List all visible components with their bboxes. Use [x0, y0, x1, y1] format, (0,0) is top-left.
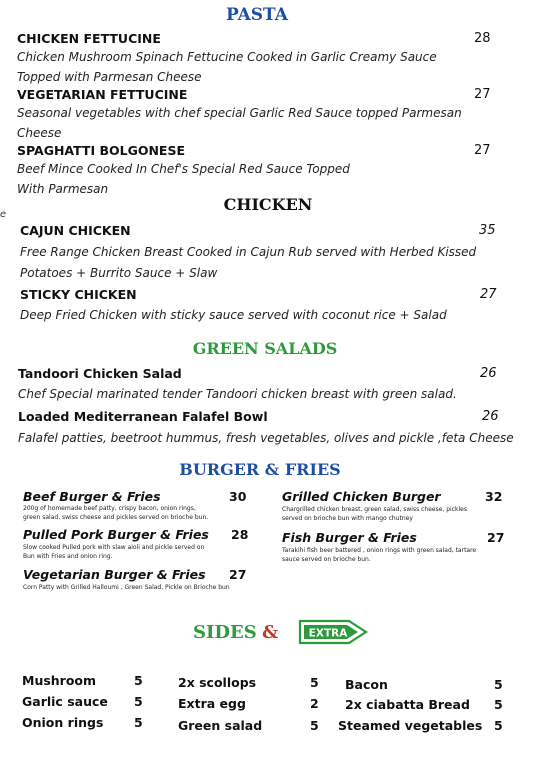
description-line: With Parmesan — [17, 181, 109, 196]
sides-heading: SIDES — [193, 622, 257, 643]
burger-name: Grilled Chicken Burger — [282, 489, 441, 504]
burger-price: 32 — [485, 489, 503, 504]
green-salads-heading: GREEN SALADS — [192, 339, 338, 358]
description-line: 200g of homemade beef patty, crispy bacon, onion rings, — [23, 505, 196, 512]
side-item-price: 5 — [134, 694, 143, 709]
menu-item-name: CHICKEN FETTUCINE — [17, 31, 161, 46]
extra-badge — [297, 617, 369, 647]
description-line: Bun with Fries and onion ring. — [23, 552, 113, 560]
side-item-name: Green salad — [178, 718, 263, 733]
menu-item-description — [20, 306, 447, 326]
menu-item-price: 27 — [480, 287, 497, 302]
burger-price: 30 — [229, 489, 247, 504]
chicken-heading: CHICKEN — [223, 195, 313, 214]
side-item-name: Steamed vegetables — [338, 718, 483, 733]
menu-item-name: Loaded Mediterranean Falafel Bowl — [18, 409, 268, 424]
menu-item-price: 35 — [479, 223, 496, 238]
side-item-name: Bacon — [345, 677, 388, 692]
side-item-price: 5 — [494, 697, 503, 712]
menu-item-price: 27 — [474, 143, 491, 158]
side-item-price: 5 — [134, 715, 143, 730]
menu-item-description — [18, 429, 514, 449]
menu-item-price: 28 — [474, 31, 491, 46]
side-item-price: 5 — [494, 718, 503, 733]
menu-item-description — [17, 48, 437, 87]
side-item-price: 5 — [134, 673, 143, 688]
description-line: Chicken Mushroom Spinach Fettucine Cooked in Garlic Creamy Sauce — [17, 50, 437, 64]
side-item-price: 5 — [494, 677, 503, 692]
description-line: Corn Patty with Grilled Halloumi , Green Salad, Pickle on Brioche bun — [23, 584, 230, 591]
description-line: Falafel patties, beetroot hummus, fresh vegetables, olives and pickle ,feta Cheese — [18, 431, 514, 445]
burger-description — [23, 544, 204, 561]
burger-description — [282, 506, 467, 523]
side-item-name: Extra egg — [178, 696, 246, 711]
description-line: Free Range Chicken Breast Cooked in Cajun Rub served with Herbed Kissed — [20, 245, 477, 259]
side-item-name: 2x scollops — [178, 675, 257, 690]
description-line: Slow cooked Pulled pork with slaw aioli and pickle served on — [23, 544, 205, 551]
menu-item-name: STICKY CHICKEN — [20, 287, 137, 302]
description-line: Topped with Parmesan Cheese — [17, 69, 202, 84]
burger-fries-heading: BURGER & FRIES — [179, 460, 341, 479]
burger-name: Pulled Pork Burger & Fries — [23, 527, 209, 542]
burger-description — [23, 584, 230, 593]
description-line: Beef Mince Cooked In Chef's Special Red Sauce Topped — [17, 162, 350, 176]
side-item-name: Onion rings — [22, 715, 104, 730]
extra-badge-label: EXTRA — [308, 627, 348, 640]
burger-name: Vegetarian Burger & Fries — [23, 567, 206, 582]
menu-item-description — [17, 160, 350, 199]
burger-price: 27 — [487, 530, 505, 545]
description-line: Seasonal vegetables with chef special Garlic Red Sauce topped Parmesan — [17, 106, 462, 120]
burger-description — [23, 505, 208, 522]
description-line: served on brioche bun with mango chutney — [282, 514, 413, 522]
description-line: Tarakihi fish beer battered , onion rings with green salad, tartare — [282, 547, 477, 554]
menu-item-name: VEGETARIAN FETTUCINE — [17, 87, 188, 102]
side-item-price: 5 — [310, 718, 319, 733]
menu-item-name: Tandoori Chicken Salad — [18, 366, 182, 381]
description-line: Chef Special marinated tender Tandoori chicken breast with green salad. — [18, 387, 457, 401]
description-line: Deep Fried Chicken with sticky sauce served with coconut rice + Salad — [20, 308, 447, 322]
menu-item-price: 26 — [480, 366, 497, 381]
side-item-name: Garlic sauce — [22, 694, 108, 709]
sides-ampersand: & — [262, 622, 279, 643]
description-line: Chargrilled chicken breast, green salad, swiss cheese, pickles — [282, 506, 467, 513]
stray-letter: e — [0, 209, 7, 220]
burger-name: Beef Burger & Fries — [23, 489, 161, 504]
burger-name: Fish Burger & Fries — [282, 530, 417, 545]
side-item-price: 2 — [310, 696, 319, 711]
description-line: sauce served on brioche bun. — [282, 555, 371, 563]
menu-item-price: 26 — [482, 409, 499, 424]
menu-item-description — [17, 104, 462, 143]
menu-item-price: 27 — [474, 87, 491, 102]
menu-item-description — [20, 242, 476, 284]
menu-item-name: CAJUN CHICKEN — [20, 223, 131, 238]
menu-item-description — [18, 385, 457, 405]
menu-item-name: SPAGHATTI BOLGONESE — [17, 143, 186, 158]
description-line: Potatoes + Burrito Sauce + Slaw — [20, 266, 218, 280]
burger-price: 27 — [229, 567, 247, 582]
burger-description — [282, 547, 476, 564]
side-item-name: 2x ciabatta Bread — [345, 697, 470, 712]
description-line: green salad, swiss cheese and pickles served on brioche bun. — [23, 513, 209, 521]
side-item-name: Mushroom — [22, 673, 97, 688]
pasta-heading: PASTA — [226, 5, 288, 25]
burger-price: 28 — [231, 527, 249, 542]
description-line: Cheese — [17, 125, 62, 140]
side-item-price: 5 — [310, 675, 319, 690]
